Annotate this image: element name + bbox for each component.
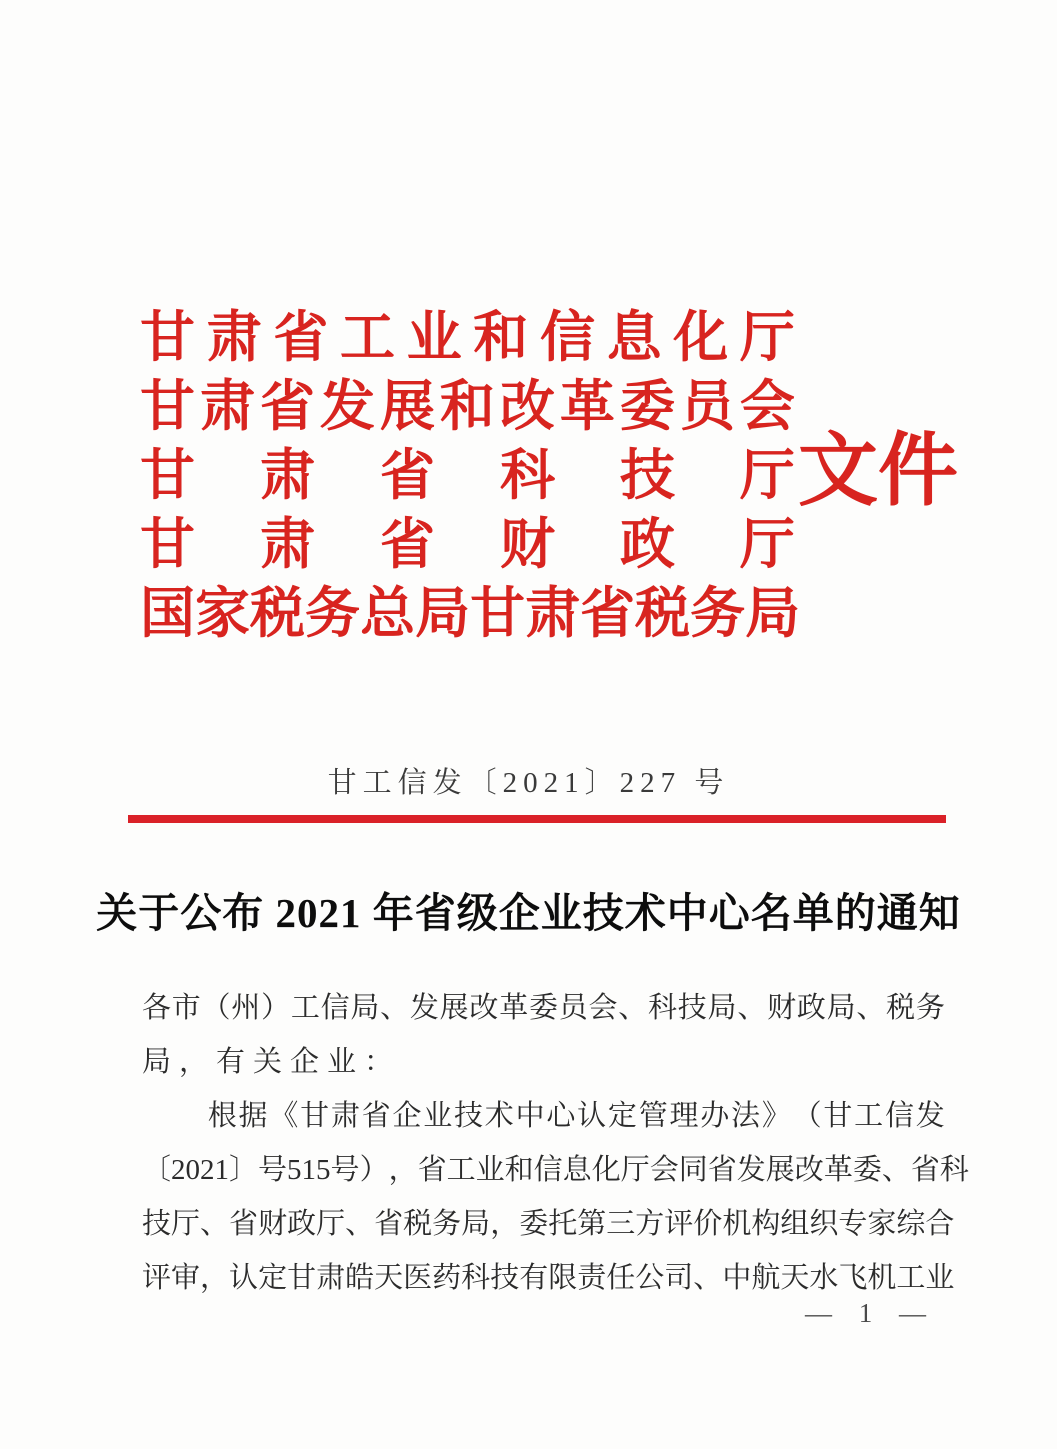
agency-line-shuiwu: 国 家 税 务 总 局 甘 肃 省 税 务 局 (140, 583, 801, 644)
red-separator-line (128, 815, 946, 823)
body-line: 各 市 （ 州 ） 工 信 局 、 发 展 改 革 委 员 会 、 科 技 局 、 财 政 局 、 税 务 (142, 992, 945, 1024)
agency-line-gongxin: 甘 肃 省 工 业 和 信 息 化 厅 (140, 307, 795, 368)
document-number: 甘工信发〔2021〕227 号 (327, 767, 730, 799)
body-paragraphs (142, 981, 969, 1305)
agency-line-fagai: 甘 肃 省 发 展 和 改 革 委 员 会 (140, 376, 795, 437)
body-line: 〔 2021 〕 号 515 号 ） ， 省 工 业 和 信 息 化 厅 会 同 省 发 展 改 革 委 、 省 科 (142, 1154, 969, 1186)
body-line: 局，有关企业： (142, 1046, 402, 1078)
letterhead (140, 303, 801, 648)
document-label: 文 件 (798, 428, 958, 516)
agency-line-caizheng: 甘 肃 省 财 政 厅 (140, 514, 795, 575)
page-number: — 1 — (805, 1298, 936, 1328)
body-line: 技 厅 、 省 财 政 厅 、 省 税 务 局 ， 委 托 第 三 方 评 价 机 构 组 织 专 家 综 合 (142, 1208, 955, 1240)
document-title: 关于公布 2021 年省级企业技术中心名单的通知 (96, 890, 961, 936)
body-line: 根 据 《 甘 肃 省 企 业 技 术 中 心 认 定 管 理 办 法 》 （ 甘 工 信 发 (207, 1100, 945, 1132)
agency-line-keji: 甘 肃 省 科 技 厅 (140, 445, 795, 506)
body-line: 评 审 ， 认 定 甘 肃 皓 天 医 药 科 技 有 限 责 任 公 司 、 中 航 天 水 飞 机 工 业 (142, 1262, 955, 1294)
